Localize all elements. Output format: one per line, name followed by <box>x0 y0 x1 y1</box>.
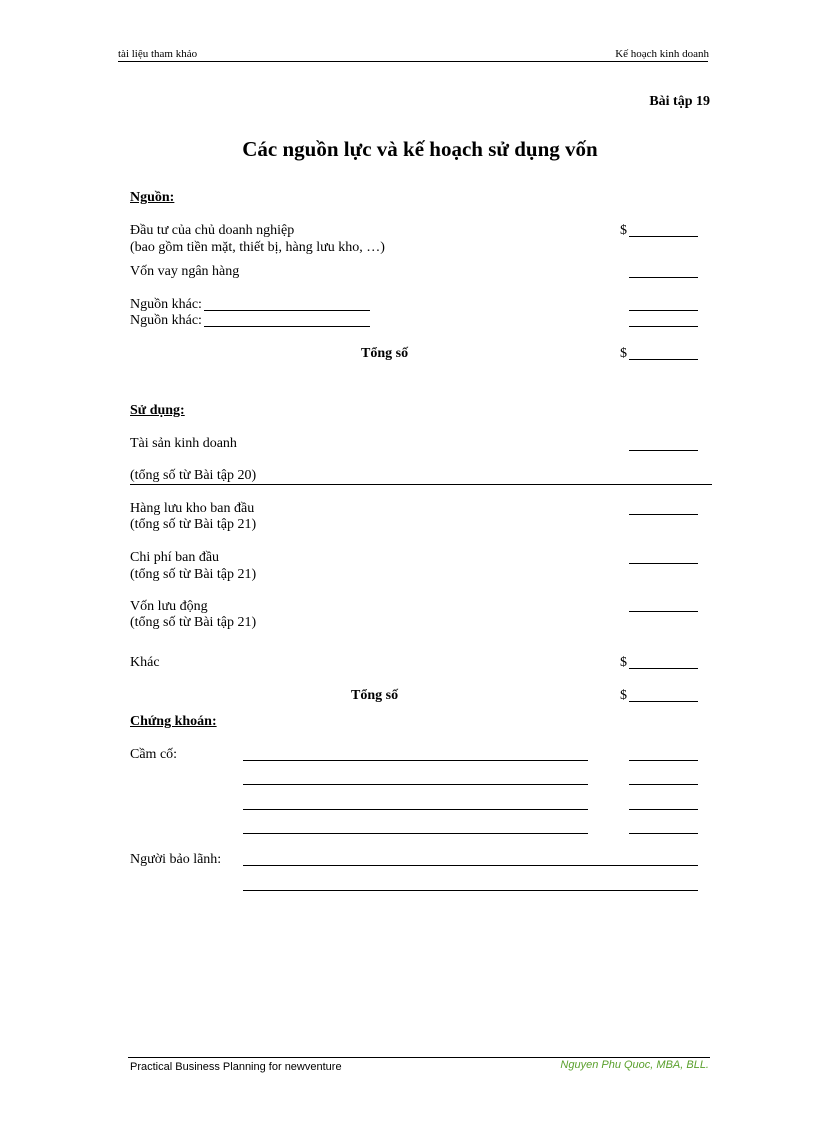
other-uses-label: Khác <box>130 655 160 670</box>
other-uses-blank[interactable] <box>629 668 698 669</box>
initial-inventory-blank[interactable] <box>629 514 698 515</box>
working-capital-label: Vốn lưu động <box>130 599 208 614</box>
initial-inventory-note: (tổng số từ Bài tập 21) <box>130 517 257 532</box>
initial-inventory-label: Hàng lưu kho ban đầu <box>130 501 255 516</box>
collateral-amount-3[interactable] <box>629 809 698 810</box>
uses-total-label: Tổng số <box>351 688 399 703</box>
collateral-label: Cầm cố: <box>130 747 178 762</box>
sources-total-blank[interactable] <box>629 359 698 360</box>
business-assets-rule <box>130 484 712 485</box>
uses-total-currency: $ <box>620 688 627 703</box>
other-source-1-name-blank[interactable] <box>204 310 370 311</box>
exercise-label: Bài tập 19 <box>649 94 710 109</box>
sources-total-currency: $ <box>620 346 627 361</box>
collateral-amount-4[interactable] <box>629 833 698 834</box>
collateral-amount-1[interactable] <box>629 760 698 761</box>
guarantor-label: Người bảo lãnh: <box>130 852 222 867</box>
bank-loan-blank[interactable] <box>629 277 698 278</box>
footer-rule <box>128 1057 710 1058</box>
footer-left: Practical Business Planning for newventure <box>130 1061 342 1073</box>
collateral-line-4[interactable] <box>243 833 588 834</box>
other-source-2-name-blank[interactable] <box>204 326 370 327</box>
owner-investment-label: Đầu tư của chủ doanh nghiệp <box>130 223 295 238</box>
footer-right: Nguyen Phu Quoc, MBA, BLL. <box>560 1059 709 1071</box>
sources-total-label: Tổng số <box>361 346 409 361</box>
other-source-2-amount-blank[interactable] <box>629 326 698 327</box>
guarantor-line-2[interactable] <box>243 890 698 891</box>
working-capital-note: (tổng số từ Bài tập 21) <box>130 615 257 630</box>
working-capital-blank[interactable] <box>629 611 698 612</box>
uses-total-blank[interactable] <box>629 701 698 702</box>
business-assets-note: (tổng số từ Bài tập 20) <box>130 468 257 483</box>
collateral-line-1[interactable] <box>243 760 588 761</box>
business-assets-blank[interactable] <box>629 450 698 451</box>
other-source-1-label: Nguồn khác: <box>130 297 202 312</box>
collateral-line-3[interactable] <box>243 809 588 810</box>
business-assets-label: Tài sản kinh doanh <box>130 436 237 451</box>
collateral-amount-2[interactable] <box>629 784 698 785</box>
header-left: tài liệu tham khảo <box>118 48 198 60</box>
collateral-line-2[interactable] <box>243 784 588 785</box>
other-source-1-amount-blank[interactable] <box>629 310 698 311</box>
startup-costs-note: (tổng số từ Bài tập 21) <box>130 567 257 582</box>
securities-heading: Chứng khoán: <box>130 714 217 729</box>
page-title: Các nguồn lực và kế hoạch sử dụng vốn <box>242 137 598 161</box>
other-uses-currency: $ <box>620 655 627 670</box>
startup-costs-blank[interactable] <box>629 563 698 564</box>
owner-investment-note: (bao gồm tiền mặt, thiết bị, hàng lưu kho, …) <box>130 240 385 255</box>
guarantor-line-1[interactable] <box>243 865 698 866</box>
header-rule <box>118 61 708 62</box>
sources-heading: Nguồn: <box>130 190 175 205</box>
owner-investment-currency: $ <box>620 223 627 238</box>
other-source-2-label: Nguồn khác: <box>130 313 202 328</box>
bank-loan-label: Vốn vay ngân hàng <box>130 264 240 279</box>
uses-heading: Sử dụng: <box>130 403 185 418</box>
owner-investment-blank[interactable] <box>629 236 698 237</box>
header-right: Kế hoạch kinh doanh <box>615 48 709 60</box>
startup-costs-label: Chi phí ban đầu <box>130 550 220 565</box>
